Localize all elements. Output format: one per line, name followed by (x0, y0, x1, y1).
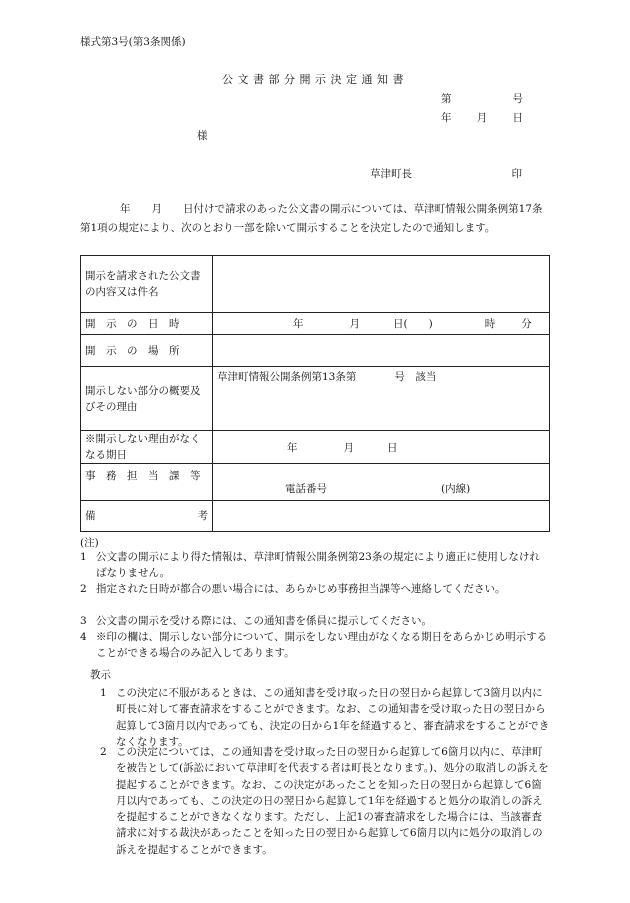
phone-label: 電話番号 (285, 483, 327, 495)
datetime-month: 月 (349, 318, 360, 330)
note-item (80, 549, 550, 581)
table-row (81, 464, 550, 501)
nondisclosure-summary-label: 開示しない部分の概要及びその理由 (81, 367, 213, 431)
ordinance-applicable: 号 該当 (394, 371, 437, 383)
notes-heading: (注) (80, 537, 99, 549)
date-month: 月 (476, 112, 488, 124)
reason-expiry-label: ※開示しない理由がなくなる期日 (81, 431, 213, 464)
note-text: 公文書の開示により得た情報は、草津町情報公開条例第23条の規定により適正に使用しなければなりません。 (96, 551, 540, 579)
note-item (80, 581, 550, 597)
instruction-heading: 教示 (90, 669, 111, 681)
table-row (81, 501, 550, 532)
note-number: 2 (80, 583, 87, 595)
instruction-number: 2 (100, 746, 107, 758)
number-suffix: 号 (512, 93, 523, 105)
datetime-year: 年 (293, 318, 304, 330)
remarks-label (81, 501, 213, 532)
sender (370, 166, 522, 181)
form-id: 様式第3号(第3条関係) (80, 36, 186, 48)
note-number: 1 (80, 551, 87, 563)
datetime-day: 日( ) (393, 318, 433, 330)
sender-name: 草津町長 (370, 168, 412, 180)
table-row (81, 313, 550, 335)
note-number: 3 (80, 615, 87, 627)
intro-text: 年 月 日付けで請求のあった公文書の開示については、草津町情報公開条例第17条第1項の規定により、次のとおり一部を除いて開示することを決定したので通知します。 (80, 203, 543, 234)
datetime-minute: 分 (521, 318, 532, 330)
instruction-item (100, 744, 550, 858)
datetime-hour: 時 (484, 318, 496, 330)
number-prefix: 第 (441, 93, 452, 105)
note-item (80, 613, 550, 629)
request-content-value (213, 256, 550, 313)
extension-label: (内線) (441, 483, 471, 495)
instruction-text: この決定については、この通知書を受け取った日の翌日から起算して6箇月以内に、草津町を被告として(訴訟において草津町を代表する者は町長となります。)、処分の取消しの訴えを提起することができます。なお、この決定があったことを知った日の翌日から起算して6箇月以内であっても、この決定の日の翌日から起算して1年を経過すると処分の取消しの訴えを提起することができなくなります。ただし、上記1の審査請求をした場合には、当該審査請求に対する裁決があったことを知った日の翌日から起算して6箇月以内に処分の取消しの訴えを提起することができます。 (116, 746, 549, 856)
note-text: ※印の欄は、開示しない部分について、開示をしない理由がなくなる期日をあらかじめ明示することができる場合のみ記入してあります。 (96, 631, 548, 659)
disclosure-place-label: 開 示 の 場 所 (81, 335, 213, 367)
date-day: 日 (512, 112, 523, 124)
table-row (81, 335, 550, 367)
note-number: 4 (80, 631, 87, 643)
remarks-label-a: 備 (85, 510, 96, 522)
instruction-number: 1 (100, 687, 107, 699)
expiry-month: 月 (343, 441, 354, 454)
seal-mark: 印 (511, 168, 522, 180)
disclosure-place-value (213, 335, 550, 367)
addressee: 様 (197, 130, 208, 142)
note-text: 公文書の開示を受ける際には、この通知書を係員に提示してください。 (96, 615, 432, 627)
department-value (213, 464, 550, 501)
expiry-year: 年 (287, 441, 298, 454)
document-date (441, 110, 523, 125)
instruction-text: この決定に不服があるときは、この通知書を受け取った日の翌日から起算して3箇月以内に町長に対して審査請求をすることができます。なお、この通知書を受け取った日の翌日から起算して3箇月以内であっても、決定の日から1年を経過すると、審査請求をすることができなくなります。 (116, 687, 550, 748)
table-row (81, 256, 550, 313)
ordinance-reference: 草津町情報公開条例第13条第 (217, 371, 357, 383)
reason-expiry-value (213, 431, 550, 464)
note-item (80, 629, 550, 661)
remarks-value (213, 501, 550, 532)
nondisclosure-summary-value (213, 367, 550, 431)
table-row (81, 431, 550, 464)
disclosure-datetime-label: 開 示 の 日 時 (81, 313, 213, 335)
disclosure-datetime-value (213, 313, 550, 335)
table-row (81, 367, 550, 431)
remarks-label-b: 考 (197, 510, 208, 522)
date-year: 年 (441, 112, 452, 124)
request-content-label: 開示を請求された公文書の内容又は件名 (81, 256, 213, 313)
instruction-item (100, 685, 550, 750)
expiry-day: 日 (387, 441, 398, 454)
note-text: 指定された日時が都合の悪い場合には、あらかじめ事務担当課等へ連絡してください。 (96, 583, 506, 595)
disclosure-table (80, 255, 550, 532)
department-label: 事 務 担 当 課 等 (81, 464, 213, 501)
document-title: 公文書部分開示決定通知書 (222, 73, 408, 86)
document-number (441, 91, 523, 106)
